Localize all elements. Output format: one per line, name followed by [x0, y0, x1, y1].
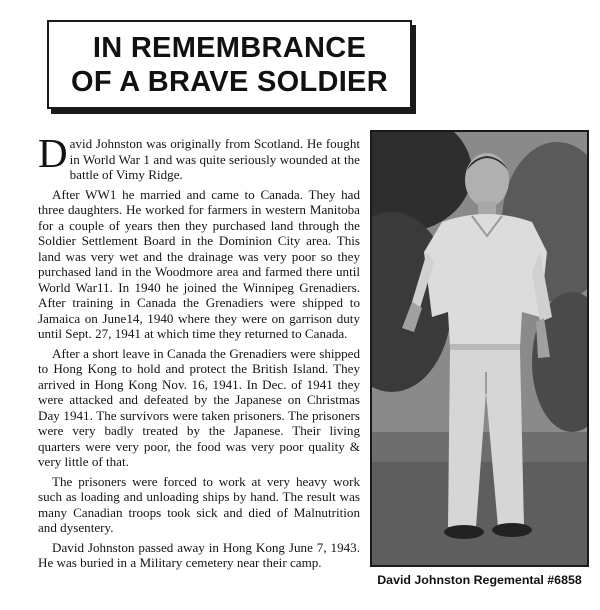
article-paragraph-2: After WW1 he married and came to Canada. They had three daughters. He worked for farmers in western Manitoba for a couple of years then they purchased land through the Soldier Settlement Board in the Dominion City area. This land was very wet and the drainage was very poor so they purchased land in the Woodmore area and farmed there until World War11. In 1940 he joined the Winnipeg Grenadiers. After training in Canada the Grenadiers were shipped to Jamaica on June14, 1940 where they were on garrison duty until Sept. 27, 1941 at which time they returned to Canada.: [38, 186, 360, 341]
article-paragraph-1-text: avid Johnston was originally from Scotland. He fought in World War 1 and was quite seriously wounded at the battle of Vimy Ridge.: [69, 136, 360, 182]
headline-box: [47, 20, 412, 109]
article-paragraph-5: David Johnston passed away in Hong Kong June 7, 1943. He was buried in a Military cemetery near their camp.: [38, 539, 360, 570]
soldier-photo-image: [372, 132, 587, 565]
headline-line-1: IN REMEMBRANCE: [92, 31, 367, 64]
soldier-photo: [370, 130, 589, 567]
photo-caption: David Johnston Regemental #6858: [377, 573, 582, 587]
drop-cap: D: [38, 130, 68, 176]
article-body: [38, 130, 360, 575]
article-paragraph-1: [38, 130, 360, 183]
headline-line-2: OF A BRAVE SOLDIER: [71, 65, 388, 98]
article-paragraph-3: After a short leave in Canada the Grenadiers were shipped to Hong Kong to hold and protect the British Island. They arrived in Hong Kong Nov. 16, 1941. In Dec. of 1941 they were attacked and defeated by the Japanese on Christmas Day 1941. The survivors were taken prisoners. The prisoners were very badly treated by the Japanese. Their living quarters were very poor, the food was very poor quality & very little of that.: [38, 345, 360, 469]
article-paragraph-4: The prisoners were forced to work at very heavy work such as loading and unloading ships by hand. The result was many Canadian troops took sick and died of Malnutrition and dysentery.: [38, 473, 360, 535]
